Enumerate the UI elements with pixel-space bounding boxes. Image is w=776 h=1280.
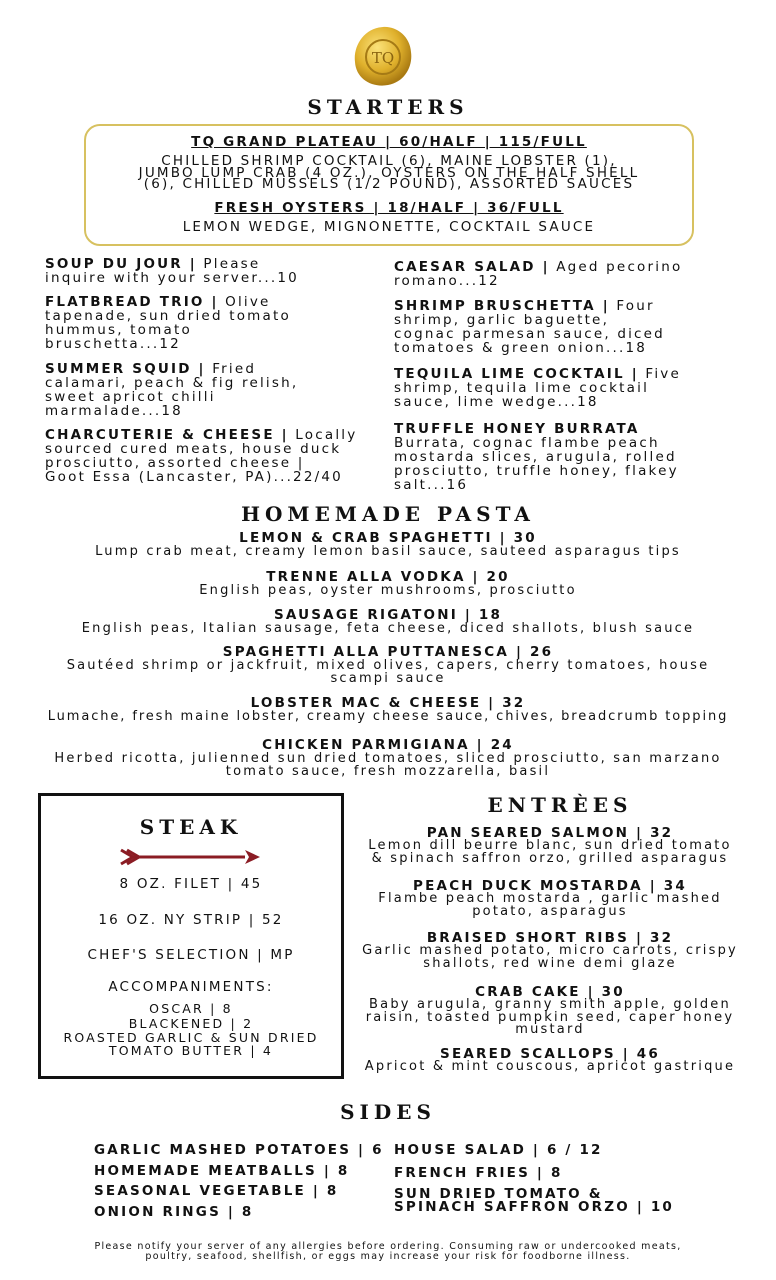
starter-item: CAESAR SALAD | Aged pecorino romano...12 — [394, 259, 683, 289]
starter-item: SUMMER SQUID | Fried calamari, peach & fig relish, sweet apricot chilli marmalade...18 — [45, 361, 299, 419]
sides-right-list — [394, 1140, 674, 1214]
side-item: HOUSE SALAD | 6 / 12 — [394, 1142, 603, 1158]
pasta-item: CHICKEN PARMIGIANA | 24 Herbed ricotta, julienned sun dried tomatoes, sliced prosciutto, san marzano tomato sauce, fresh mozzarella, basil — [54, 737, 722, 779]
steak-heading: STEAK — [139, 815, 243, 839]
sides-left-list — [94, 1140, 384, 1222]
starters-heading: STARTERS — [307, 95, 469, 119]
pasta-item: SAUSAGE RIGATONI | 18 English peas, Italian sausage, feta cheese, diced shallots, blush sauce — [81, 607, 695, 636]
side-item: SUN DRIED TOMATO & — [394, 1186, 603, 1202]
pasta-item: TRENNE ALLA VODKA | 20 English peas, oyster mushrooms, prosciutto — [199, 569, 577, 598]
starter-item: SOUP DU JOUR | Please inquire with your server...10 — [45, 256, 299, 286]
entree-item: CRAB CAKE | 30 Baby arugula, granny smith apple, golden raisin, toasted pumpkin seed, caper honey mustard — [365, 984, 735, 1037]
steak-item: 8 OZ. FILET | 45 — [119, 876, 263, 892]
pasta-heading: HOMEMADE PASTA — [241, 502, 535, 526]
oysters-description: LEMON WEDGE, MIGNONETTE, COCKTAIL SAUCE — [182, 219, 596, 235]
plateau-title: TQ GRAND PLATEAU | 60/HALF | 115/FULL — [191, 134, 587, 150]
entree-item: PEACH DUCK MOSTARDA | 34 Flambe peach mostarda , garlic mashed potato, asparagus — [378, 878, 722, 919]
grand-plateau-box — [84, 124, 694, 246]
side-item: HOMEMADE MEATBALLS | 8 — [94, 1162, 350, 1179]
entrees-heading: ENTRÈES — [487, 793, 633, 817]
pasta-item: LOBSTER MAC & CHEESE | 32 Lumache, fresh maine lobster, creamy cheese sauce, chives, breadcrumb topping — [47, 695, 729, 724]
side-item: GARLIC MASHED POTATOES | 6 — [94, 1142, 384, 1158]
pasta-item: SPAGHETTI ALLA PUTTANESCA | 26 Sautéed shrimp or jackfruit, mixed olives, capers, cherry tomatoes, house scampi sauce — [66, 644, 710, 686]
steak-item: 16 OZ. NY STRIP | 52 — [98, 912, 284, 928]
allergy-disclaimer: Please notify your server of any allergies before ordering. Consuming raw or undercooked meats, poultry, seafood, shellfish, or eggs may increase your risk for foodborne illness. — [94, 1241, 682, 1262]
oysters-title: FRESH OYSTERS | 18/HALF | 36/FULL — [214, 200, 564, 216]
side-item: SPINACH SAFFRON ORZO | 10 — [394, 1199, 675, 1215]
starter-item: CHARCUTERIE & CHEESE | Locally sourced cured meats, house duck prosciutto, assorted cheese | Goot Essa (Lancaster, PA)...22/40 — [45, 427, 358, 485]
accompaniments-list: OSCAR | 8 BLACKENED | 2 ROASTED GARLIC & SUN DRIED TOMATO BUTTER | 4 — [63, 1001, 319, 1058]
entree-item: PAN SEARED SALMON | 32 Lemon dill beurre blanc, sun dried tomato & spinach saffron orzo, grilled asparagus — [368, 825, 732, 866]
arrow-icon — [119, 848, 261, 866]
accompaniments-title: ACCOMPANIMENTS: — [108, 979, 274, 995]
entree-item: SEARED SCALLOPS | 46 Apricot & mint couscous, apricot gastrique — [364, 1046, 736, 1074]
tq-logo-seal — [350, 24, 416, 90]
starter-item: FLATBREAD TRIO | Olive tapenade, sun dried tomato hummus, tomato bruschetta...12 — [45, 294, 291, 352]
entree-item: BRAISED SHORT RIBS | 32 Garlic mashed potato, micro carrots, crispy shallots, red wine demi glaze — [362, 930, 738, 971]
starter-item: TRUFFLE HONEY BURRATA Burrata, cognac flambe peach mostarda slices, arugula, rolled prosciutto, truffle honey, flakey salt...16 — [394, 421, 679, 493]
plateau-description: CHILLED SHRIMP COCKTAIL (6), MAINE LOBSTER (1), JUMBO LUMP CRAB (4 OZ.), OYSTERS ON THE HALF SHELL (6), CHILLED MUSSELS (1/2 POUND), ASSORTED SAUCES — [138, 153, 640, 192]
side-item: SEASONAL VEGETABLE | 8 — [94, 1183, 339, 1199]
pasta-item: LEMON & CRAB SPAGHETTI | 30 Lump crab meat, creamy lemon basil sauce, sauteed asparagus tips — [95, 530, 681, 559]
starter-item: SHRIMP BRUSCHETTA | Four shrimp, garlic baguette, cognac parmesan sauce, diced tomatoes & green onion...18 — [394, 298, 665, 356]
steak-item: CHEF'S SELECTION | MP — [87, 947, 295, 963]
starter-item: TEQUILA LIME COCKTAIL | Five shrimp, tequila lime cocktail sauce, lime wedge...18 — [394, 366, 681, 410]
steak-box — [38, 793, 344, 1079]
side-item: ONION RINGS | 8 — [94, 1203, 254, 1220]
side-item: FRENCH FRIES | 8 — [394, 1165, 563, 1181]
sides-heading: SIDES — [340, 1100, 436, 1124]
logo-text: TQ — [371, 49, 395, 67]
